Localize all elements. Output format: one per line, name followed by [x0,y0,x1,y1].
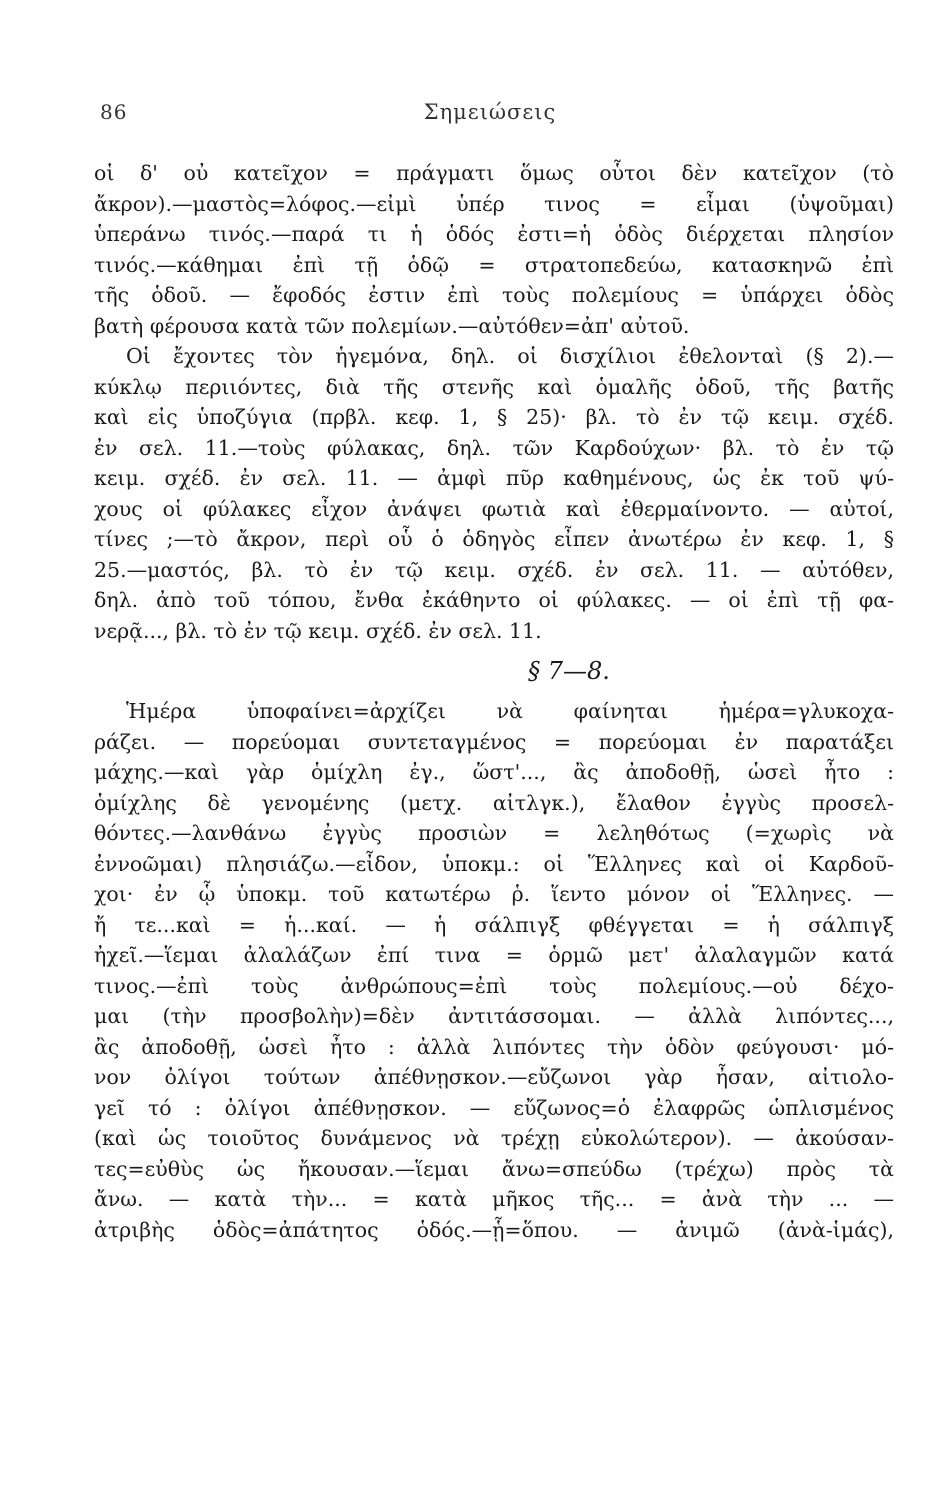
paragraph [94,158,894,341]
text-line: 25.—μαστός, βλ. τὸ ἐν τῷ κειμ. σχέδ. ἐν σελ. 11. — αὐτόθεν, [94,557,894,582]
page-header [100,100,880,132]
text-line: ἄκρον).—μαστὸς=λόφος.—εἰμὶ ὑπέρ τινος = εἶμαι (ὑψοῦμαι) [94,191,894,216]
page-number: 86 [100,100,128,124]
text-line: κύκλῳ περιιόντες, διὰ τῆς στενῆς καὶ ὁμαλῆς ὁδοῦ, τῆς βατῆς [94,374,894,399]
text-line: ὁμίχλης δὲ γενομένης (μετχ. αἰτλγκ.), ἔλαθον ἐγγὺς προσελ- [94,790,894,815]
text-line: τινος.—ἐπὶ τοὺς ἀνθρώπους=ἐπὶ τοὺς πολεμίους.—οὐ δέχο- [94,973,894,998]
text-line: μάχης.—καὶ γὰρ ὁμίχλη ἐγ., ὥστ'..., ἂς ἀποδοθῇ, ὡσεὶ ἦτο : [94,760,894,784]
text-line: δηλ. ἀπὸ τοῦ τόπου, ἔνθα ἐκάθηντο οἱ φύλακες. — οἱ ἐπὶ τῇ φα- [94,588,894,612]
text-line: θόντες.—λανθάνω ἐγγὺς προσιὼν = λεληθότως (=χωρὶς νὰ [94,821,894,845]
text-line: οἱ δ' οὐ κατεῖχον = πράγματι ὅμως οὗτοι δὲν κατεῖχον (τὸ [94,161,894,185]
text-line: ἐν σελ. 11.—τοὺς φύλακας, δηλ. τῶν Καρδούχων· βλ. τὸ ἐν τῷ [94,435,894,460]
text-line: Οἱ ἔχοντες τὸν ἡγεμόνα, δηλ. οἱ δισχίλιοι ἐθελονταὶ (§ 2).— [126,344,894,368]
text-line: βατὴ φέρουσα κατὰ τῶν πολεμίων.—αὐτόθεν=ἀπ' αὐτοῦ. [94,313,690,338]
paragraph [94,696,894,1245]
text-line: τινός.—κάθημαι ἐπὶ τῇ ὁδῷ = στρατοπεδεύω, κατασκηνῶ ἐπὶ [94,252,894,277]
text-line: τίνες ;—τὸ ἄκρον, περὶ οὗ ὁ ὁδηγὸς εἶπεν ἀνωτέρω ἐν κεφ. 1, § [94,527,894,551]
text-line: νερᾷ..., βλ. τὸ ἐν τῷ κειμ. σχέδ. ἐν σελ. 11. [94,618,542,643]
text-line: κειμ. σχέδ. ἐν σελ. 11. — ἀμφὶ πῦρ καθημένους, ὡς ἐκ τοῦ ψύ- [94,466,894,490]
paragraph [94,341,894,646]
text-line: ἤ τε...καὶ = ἡ...καί. — ἡ σάλπιγξ φθέγγεται = ἡ σάλπιγξ [94,912,894,937]
text-line: ἠχεῖ.—ἵεμαι ἀλαλάζων ἐπί τινα = ὁρμῶ μετ' ἀλαλαγμῶν κατά [94,943,894,967]
text-line: καὶ εἰς ὑποζύγια (πρβλ. κεφ. 1, § 25)· βλ. τὸ ἐν τῷ κειμ. σχέδ. [94,405,894,429]
text-line: (καὶ ὡς τοιοῦτος δυνάμενος νὰ τρέχῃ εὐκολώτερον). — ἀκούσαν- [94,1126,894,1150]
text-line: ἐννοῶμαι) πλησιάζω.—εἶδον, ὑποκμ.: οἱ Ἕλληνες καὶ οἱ Καρδοῦ- [94,851,894,876]
text-line: ἂς ἀποδοθῇ, ὡσεὶ ἦτο : ἀλλὰ λιπόντες τὴν ὁδὸν φεύγουσι· μό- [94,1034,894,1059]
text-line: τῆς ὁδοῦ. — ἔφοδός ἐστιν ἐπὶ τοὺς πολεμίους = ὑπάρχει ὁδὸς [94,283,894,307]
text-line: τες=εὐθὺς ὡς ἤκουσαν.—ἵεμαι ἄνω=σπεύδω (τρέχω) πρὸς τὰ [94,1156,894,1181]
text-line: ἀτριβὴς ὁδὸς=ἀπάτητος ὁδός.—ᾗ=ὅπου. — ἀνιμῶ (ἀνὰ-ἱμάς), [94,1217,894,1242]
text-line: Ἡμέρα ὑποφαίνει=ἀρχίζει νὰ φαίνηται ἡμέρα=γλυκοχα- [126,699,894,723]
text-line: ράζει. — πορεύομαι συντεταγμένος = πορεύομαι ἐν παρατάξει [94,729,894,754]
section-heading: § 7—8. [528,657,610,685]
text-line: ὑπεράνω τινός.—παρά τι ἡ ὁδός ἐστι=ἡ ὁδὸς διέρχεται πλησίον [94,222,894,246]
running-title: Σημειώσεις [423,100,557,124]
text-line: γεῖ τό : ὀλίγοι ἀπέθνῃσκον. — εὔζωνος=ὁ ἐλαφρῶς ὡπλισμένος [94,1095,894,1120]
text-line: χους οἱ φύλακες εἶχον ἀνάψει φωτιὰ καὶ ἐθερμαίνοντο. — αὐτοί, [94,496,894,521]
notes-body [94,158,894,1245]
text-line: ἄνω. — κατὰ τὴν... = κατὰ μῆκος τῆς... = ἀνὰ τὴν ... — [94,1187,894,1211]
text-line: νον ὀλίγοι τούτων ἀπέθνῃσκον.—εὔζωνοι γὰρ ἦσαν, αἰτιολο- [94,1065,894,1089]
text-line: χοι· ἐν ᾧ ὑποκμ. τοῦ κατωτέρω ῥ. ἵεντο μόνον οἱ Ἕλληνες. — [94,882,894,906]
text-line: μαι (τὴν προσβολὴν)=δὲν ἀντιτάσσομαι. — ἀλλὰ λιπόντες..., [94,1004,894,1028]
